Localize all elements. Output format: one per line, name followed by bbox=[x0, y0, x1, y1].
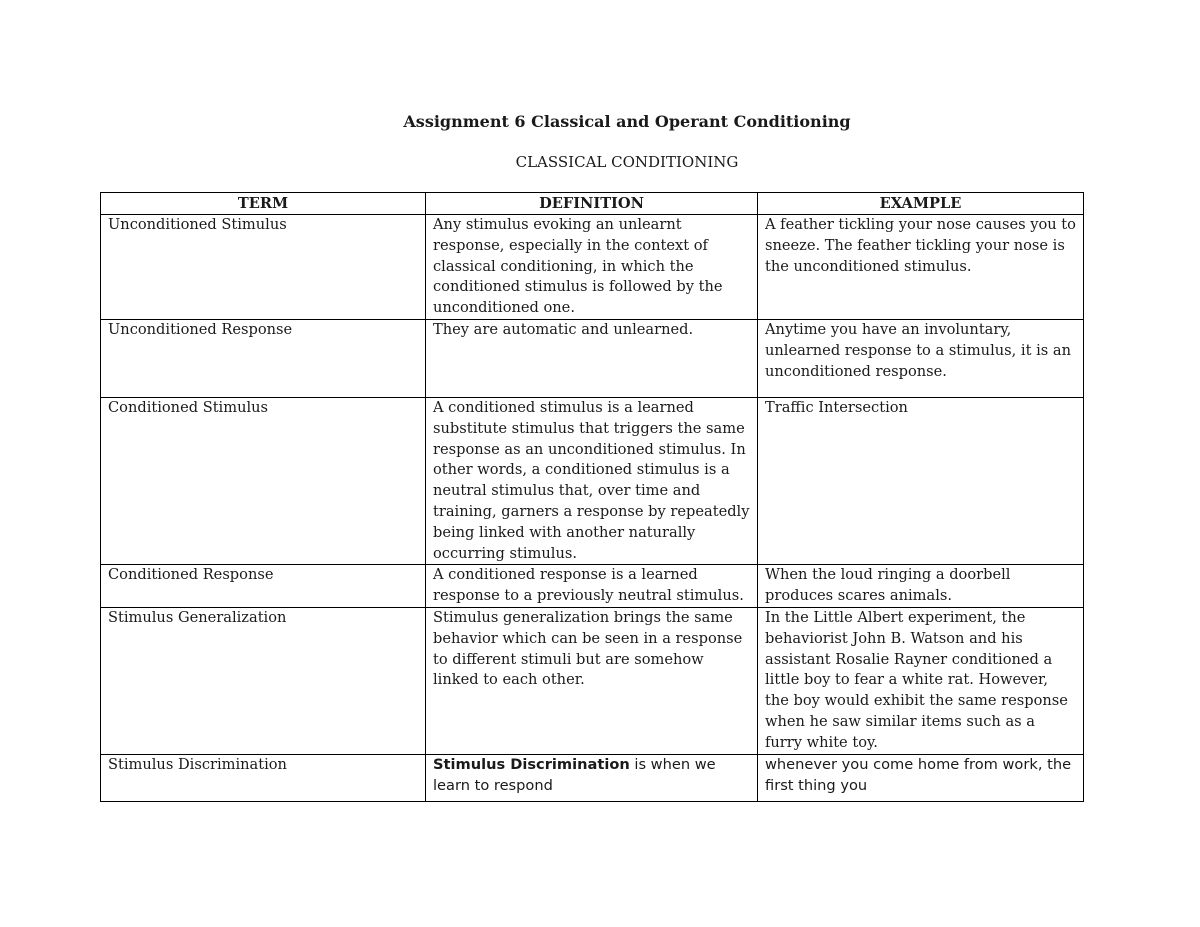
term-cell: Conditioned Response bbox=[101, 565, 426, 608]
example-cell: Anytime you have an involuntary, unlearned response to a stimulus, it is an unconditioned response. bbox=[758, 320, 1084, 398]
example-cell: whenever you come home from work, the first thing you bbox=[758, 754, 1084, 801]
example-cell: In the Little Albert experiment, the behaviorist John B. Watson and his assistant Rosalie Rayner conditioned a little boy to fear a white rat. However, the boy would exhibit the same response when he saw similar items such as a furry white toy. bbox=[758, 607, 1084, 754]
definition-text: is when we learn to respond bbox=[433, 755, 716, 794]
term-cell: Stimulus Discrimination bbox=[101, 754, 426, 801]
conditioning-table bbox=[100, 192, 1084, 802]
definition-cell: They are automatic and unlearned. bbox=[426, 320, 758, 398]
table-row bbox=[101, 398, 1084, 565]
definition-cell: Any stimulus evoking an unlearnt response, especially in the context of classical conditioning, in which the conditioned stimulus is followed by the unconditioned one. bbox=[426, 215, 758, 320]
example-cell: Traffic Intersection bbox=[758, 398, 1084, 565]
header-example: EXAMPLE bbox=[758, 193, 1084, 215]
term-cell: Conditioned Stimulus bbox=[101, 398, 426, 565]
example-cell: A feather tickling your nose causes you to sneeze. The feather tickling your nose is the unconditioned stimulus. bbox=[758, 215, 1084, 320]
term-cell: Stimulus Generalization bbox=[101, 607, 426, 754]
table-row bbox=[101, 607, 1084, 754]
table-row bbox=[101, 754, 1084, 801]
table-row bbox=[101, 565, 1084, 608]
definition-cell bbox=[426, 754, 758, 801]
example-cell: When the loud ringing a doorbell produces scares animals. bbox=[758, 565, 1084, 608]
term-cell: Unconditioned Response bbox=[101, 320, 426, 398]
term-cell: Unconditioned Stimulus bbox=[101, 215, 426, 320]
table-row bbox=[101, 215, 1084, 320]
document-title: Assignment 6 Classical and Operant Conditioning bbox=[403, 112, 851, 131]
header-definition: DEFINITION bbox=[426, 193, 758, 215]
table-header-row bbox=[101, 193, 1084, 215]
definition-cell: A conditioned response is a learned response to a previously neutral stimulus. bbox=[426, 565, 758, 608]
definition-cell: A conditioned stimulus is a learned substitute stimulus that triggers the same response as an unconditioned stimulus. In other words, a conditioned stimulus is a neutral stimulus that, over time and training, garners a response by repeatedly being linked with another naturally occurring stimulus. bbox=[426, 398, 758, 565]
table-row bbox=[101, 320, 1084, 398]
header-term: TERM bbox=[101, 193, 426, 215]
definition-bold-term: Stimulus Discrimination bbox=[433, 755, 630, 773]
section-heading: CLASSICAL CONDITIONING bbox=[515, 153, 739, 171]
definition-cell: Stimulus generalization brings the same behavior which can be seen in a response to different stimuli but are somehow linked to each other. bbox=[426, 607, 758, 754]
